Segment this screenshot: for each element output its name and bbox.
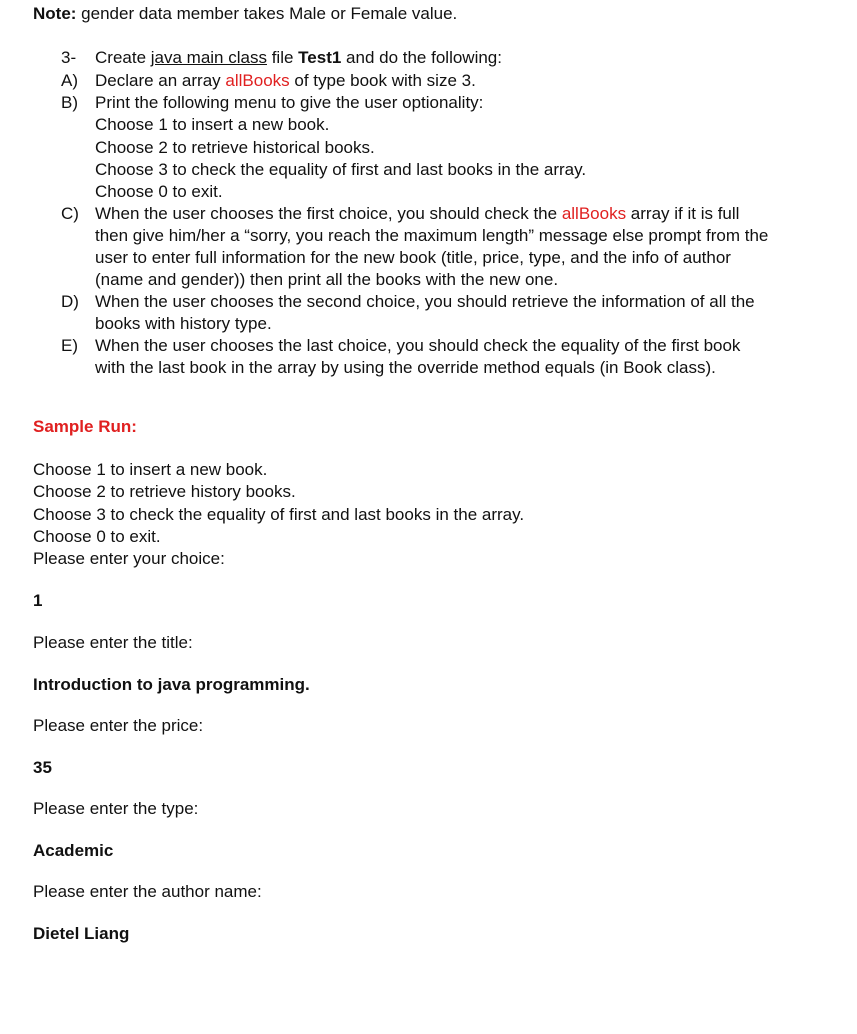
item-c-part: When the user chooses the first choice, you should check the — [95, 204, 562, 223]
task-class-name: Test1 — [298, 48, 342, 67]
item-b-marker: B) — [61, 93, 78, 112]
task-heading-underlined: java main class — [150, 48, 267, 67]
sample-menu-line: Choose 2 to retrieve history books. — [33, 482, 296, 501]
allbooks-highlight: allBooks — [561, 204, 627, 223]
item-b-menu-line: Choose 2 to retrieve historical books. — [95, 138, 375, 157]
item-c-line: user to enter full information for the new book (title, price, type, and the info of author — [95, 248, 731, 267]
note-line — [33, 3, 457, 25]
task-heading — [95, 47, 502, 69]
item-e-line: with the last book in the array by using the override method equals (in Book class). — [95, 358, 716, 377]
item-c-marker: C) — [61, 204, 79, 223]
task-heading-part: Create — [95, 48, 151, 67]
item-e-marker: E) — [61, 336, 78, 355]
item-b-text: Print the following menu to give the user optionality: — [95, 93, 484, 112]
note-label: Note: — [33, 4, 77, 23]
task-heading-part: file — [266, 48, 299, 67]
item-d-line: books with history type. — [95, 314, 272, 333]
note-text: gender data member takes Male or Female value. — [76, 4, 458, 23]
sample-menu-line: Choose 0 to exit. — [33, 527, 161, 546]
item-b-menu-line: Choose 3 to check the equality of first and last books in the array. — [95, 160, 587, 179]
item-a-part: Declare an array — [95, 71, 226, 90]
item-a-text — [95, 70, 476, 92]
prompt-author: Please enter the author name: — [33, 882, 262, 901]
item-a-part: of type book with size 3. — [289, 71, 476, 90]
allbooks-highlight: allBooks — [225, 71, 290, 90]
item-d-line: When the user chooses the second choice, you should retrieve the information of all the — [95, 292, 755, 311]
answer-type: Academic — [33, 841, 114, 860]
sample-menu-line: Choose 3 to check the equality of first and last books in the array. — [33, 505, 525, 524]
item-c-line: (name and gender)) then print all the books with the new one. — [95, 270, 559, 289]
sample-choice-input: 1 — [33, 591, 43, 610]
item-d-marker: D) — [61, 292, 79, 311]
sample-run-title: Sample Run: — [33, 417, 137, 436]
prompt-title: Please enter the title: — [33, 633, 193, 652]
item-b-menu-line: Choose 1 to insert a new book. — [95, 115, 330, 134]
item-a-marker: A) — [61, 71, 78, 90]
item-c-part: array if it is full — [626, 204, 740, 223]
sample-menu-line: Choose 1 to insert a new book. — [33, 460, 268, 479]
answer-author: Dietel Liang — [33, 924, 130, 943]
item-c-line: then give him/her a “sorry, you reach the maximum length” message else prompt from the — [95, 226, 769, 245]
task-heading-part: and do the following: — [341, 48, 502, 67]
sample-menu-line: Please enter your choice: — [33, 549, 225, 568]
prompt-type: Please enter the type: — [33, 799, 199, 818]
answer-price: 35 — [33, 758, 52, 777]
item-e-line: When the user chooses the last choice, you should check the equality of the first book — [95, 336, 741, 355]
item-b-menu-line: Choose 0 to exit. — [95, 182, 223, 201]
item-c-line — [95, 203, 739, 225]
prompt-price: Please enter the price: — [33, 716, 204, 735]
task-number: 3- — [61, 48, 77, 67]
answer-title: Introduction to java programming. — [33, 675, 310, 694]
